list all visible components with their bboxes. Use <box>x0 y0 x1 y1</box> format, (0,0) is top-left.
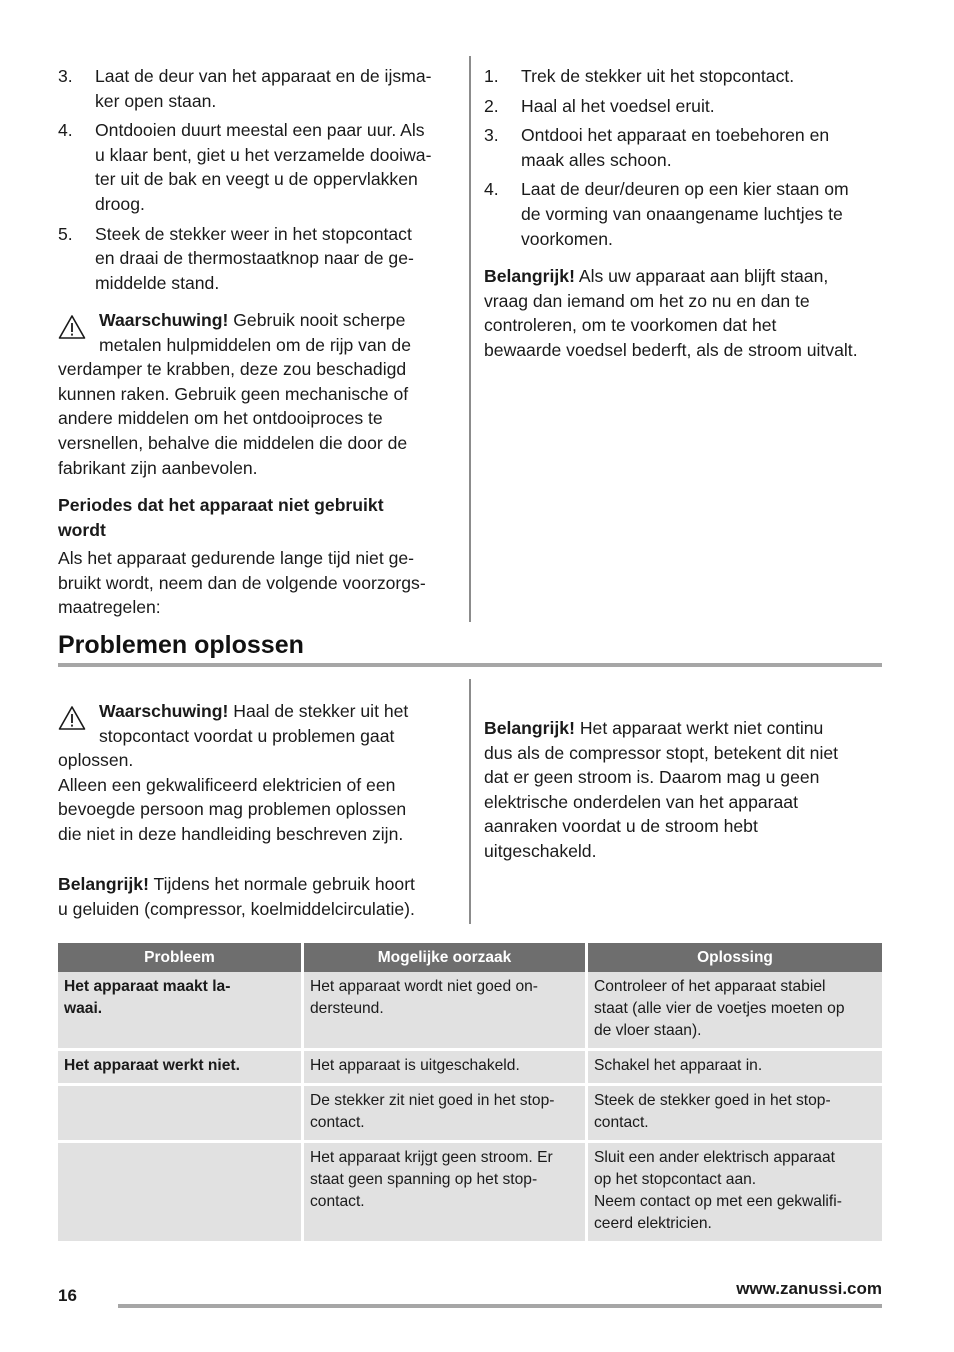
warning-triangle-icon <box>58 705 86 731</box>
warning-triangle-icon <box>58 314 86 340</box>
warning-block-defrost: Waarschuwing! Gebruik nooit scherpe metalen hulpmiddelen om de rijp van de verdamper te krabben, deze zou beschadigd kunnen raken. Gebruik geen mechanische of andere middelen om het ontdooiproces te versnellen, behalve die middelen die door de fabrikant zijn aanbevolen. <box>58 310 411 478</box>
list-item: 4. Laat de deur/deuren op een kier staan om de vorming van onaangename luchtjes te voorkomen. <box>484 179 849 249</box>
important-block-compressor: Belangrijk! Het apparaat werkt niet continu dus als de compressor stopt, betekent dit niet dat er geen stroom is. Daarom mag u geen elektrische onderdelen van het apparaat aanraken voordat u de stroom hebt uitgeschakeld. <box>484 718 839 861</box>
list-item: 2. Haal al het voedsel eruit. <box>484 95 715 116</box>
troubleshooting-table <box>58 943 882 1241</box>
solution-cell: Sluit een ander elektrisch apparaat op het stopcontact aan. Neem contact op met een gekwalifi- ceerd elektricien. <box>588 1140 882 1241</box>
left-steps-list <box>58 64 458 300</box>
column-divider <box>469 56 471 622</box>
table-row <box>58 1083 882 1140</box>
solution-cell: Steek de stekker goed in het stop- contact. <box>588 1083 882 1140</box>
cause-cell: Het apparaat is uitgeschakeld. <box>304 1048 588 1083</box>
cause-cell: Het apparaat wordt niet goed on- dersteund. <box>304 972 588 1048</box>
important-block-noise: Belangrijk! Tijdens het normale gebruik hoort u geluiden (compressor, koelmiddelcirculatie). <box>58 874 415 919</box>
page-number: 16 <box>58 1286 77 1305</box>
right-steps-list <box>484 64 884 256</box>
list-item: 4. Ontdooien duurt meestal een paar uur. Als u klaar bent, giet u het verzamelde dooiwa- ter uit de bak en veegt u de oppervlakken droog. <box>58 120 432 214</box>
column-header-solution: Oplossing <box>588 943 882 972</box>
table-header-row <box>58 943 882 972</box>
column-header-problem: Probleem <box>58 943 304 972</box>
problem-cell: Het apparaat werkt niet. <box>58 1048 304 1083</box>
subheading-paragraph: Als het apparaat gedurende lange tijd niet ge- bruikt wordt, neem dan de volgende voorzorgs- maatregelen: <box>58 548 426 618</box>
solution-cell: Schakel het apparaat in. <box>588 1048 882 1083</box>
solution-cell: Controleer of het apparaat stabiel staat (alle vier de voetjes moeten op de vloer staan). <box>588 972 882 1048</box>
table-row <box>58 1048 882 1083</box>
list-item: 5. Steek de stekker weer in het stopcontact en draai de thermostaatknop naar de ge- middelde stand. <box>58 223 414 293</box>
cause-cell: Het apparaat krijgt geen stroom. Er staat geen spanning op het stop- contact. <box>304 1140 588 1241</box>
cause-cell: De stekker zit niet goed in het stop- contact. <box>304 1083 588 1140</box>
subheading-unused-periods: Periodes dat het apparaat niet gebruikt wordt <box>58 495 384 540</box>
website-link[interactable]: www.zanussi.com <box>736 1279 882 1298</box>
footer-rule <box>118 1304 882 1308</box>
problem-cell: Het apparaat maakt la- waai. <box>58 972 304 1048</box>
section-title: Problemen oplossen <box>58 631 304 659</box>
problem-cell <box>58 1083 304 1140</box>
column-divider <box>469 679 471 924</box>
problem-cell <box>58 1140 304 1241</box>
section-title-rule <box>58 663 882 667</box>
list-item: 3. Laat de deur van het apparaat en de ijsma- ker open staan. <box>58 66 432 111</box>
table-row <box>58 1140 882 1241</box>
warning-block-troubleshoot: Waarschuwing! Haal de stekker uit het stopcontact voordat u problemen gaat oplossen. Alleen een gekwalificeerd elektricien of een bevoegde persoon mag problemen oplossen die niet in deze handleiding beschreven zijn. <box>58 701 409 844</box>
list-item: 1. Trek de stekker uit het stopcontact. <box>484 66 795 86</box>
list-item: 3. Ontdooi het apparaat en toebehoren en maak alles schoon. <box>484 125 830 170</box>
table-row <box>58 972 882 1048</box>
important-block-absence: Belangrijk! Als uw apparaat aan blijft staan, vraag dan iemand om het zo nu en dan te controleren, om te voorkomen dat het bewaarde voedsel bederft, als de stroom uitvalt. <box>484 266 858 360</box>
column-header-cause: Mogelijke oorzaak <box>304 943 588 972</box>
